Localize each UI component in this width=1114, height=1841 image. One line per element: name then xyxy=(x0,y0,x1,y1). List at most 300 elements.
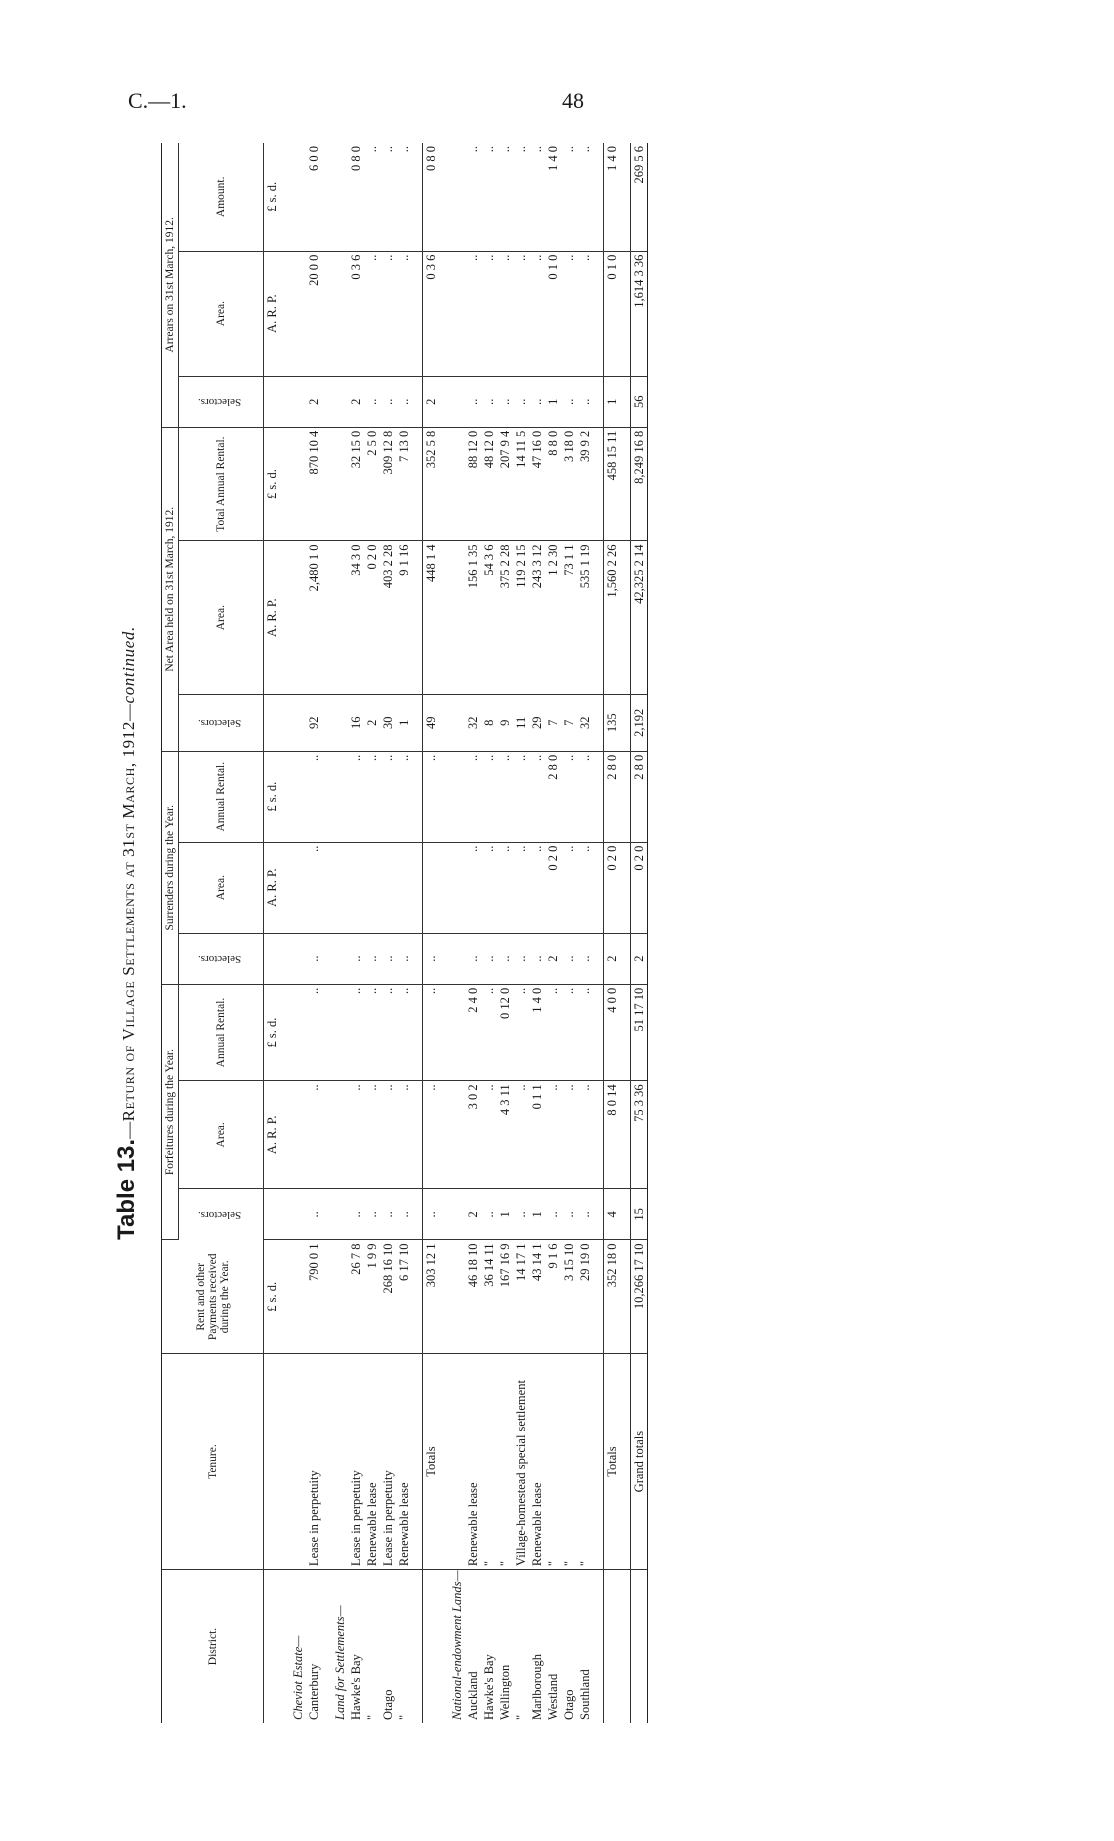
n-sel-cell: 32 xyxy=(465,694,481,751)
f-sel-cell: .. xyxy=(364,1189,380,1240)
table-number: Table 13. xyxy=(113,1138,140,1240)
rent-cell: 29 19 0 xyxy=(577,1240,593,1354)
unit-area: A. R. P. xyxy=(264,541,281,694)
rent-cell: 9 1 6 xyxy=(545,1240,561,1354)
f-sel-cell: 1 xyxy=(529,1189,545,1240)
rent-cell: 10,266 17 10 xyxy=(631,1240,648,1354)
district-cell: Otago xyxy=(562,1689,576,1720)
a-area-cell: 0 3 6 xyxy=(348,251,364,376)
s-rent-cell: .. xyxy=(513,751,529,842)
s-area-cell xyxy=(364,842,380,933)
f-rent-cell: .. xyxy=(481,984,497,1081)
n-rent-cell: 458 15 11 xyxy=(604,427,621,541)
f-sel-cell: 1 xyxy=(497,1189,513,1240)
a-sel-cell: .. xyxy=(396,376,412,427)
n-sel-cell: 135 xyxy=(604,694,621,751)
n-sel-cell: 8 xyxy=(481,694,497,751)
a-area-cell: .. xyxy=(364,251,380,376)
a-amt-cell: .. xyxy=(481,143,497,251)
f-rent-cell: .. xyxy=(348,984,364,1081)
n-rent-cell: 352 5 8 xyxy=(423,427,440,541)
a-area-cell: .. xyxy=(497,251,513,376)
table-caption: —Return of Village Settlements at 31st March, 1912— xyxy=(119,703,138,1139)
table-row xyxy=(481,143,497,1723)
a-sel-cell: .. xyxy=(465,376,481,427)
n-area-cell: 156 1 35 xyxy=(465,541,481,694)
f-area-cell: 4 3 11 xyxy=(497,1081,513,1189)
a-sel-cell: .. xyxy=(513,376,529,427)
tenure-cell: Lease in perpetuity xyxy=(306,1354,322,1570)
f-area-cell: 8 0 14 xyxy=(604,1081,621,1189)
rent-cell: 14 17 1 xyxy=(513,1240,529,1354)
n-area-cell: 42,325 2 14 xyxy=(631,541,648,694)
s-rent-cell: 2 8 0 xyxy=(631,751,648,842)
n-area-cell: 119 2 15 xyxy=(513,541,529,694)
s-rent-cell: .. xyxy=(306,751,322,842)
table-row xyxy=(545,143,561,1723)
n-rent-cell: 47 16 0 xyxy=(529,427,545,541)
tenure-cell: Renewable lease xyxy=(529,1354,545,1570)
n-area-cell: 403 2 28 xyxy=(380,541,396,694)
a-area-cell: .. xyxy=(561,251,577,376)
table-row xyxy=(577,143,593,1723)
s-sel-cell: 2 xyxy=(604,933,621,984)
col-a-amount: Amount. xyxy=(179,143,264,251)
col-forfeitures: Forfeitures during the Year. xyxy=(162,984,179,1240)
col-f-area: Area. xyxy=(179,1081,264,1189)
tenure-cell: Renewable lease xyxy=(364,1354,380,1570)
n-sel-cell: 29 xyxy=(529,694,545,751)
district-cell: Hawke's Bay xyxy=(482,1654,496,1720)
unit-area: A. R. P. xyxy=(264,251,281,376)
f-rent-cell: .. xyxy=(423,984,440,1081)
section-heading: Land for Settlements— xyxy=(333,1605,347,1720)
a-sel-cell: .. xyxy=(497,376,513,427)
a-amt-cell: 269 5 6 xyxy=(631,143,648,251)
tenure-cell: " xyxy=(577,1354,593,1570)
a-amt-cell: 6 0 0 xyxy=(306,143,322,251)
section-heading: National-endowment Lands— xyxy=(450,1570,464,1720)
f-sel-cell: .. xyxy=(513,1189,529,1240)
f-rent-cell: .. xyxy=(364,984,380,1081)
n-rent-cell: 14 11 5 xyxy=(513,427,529,541)
s-sel-cell: .. xyxy=(396,933,412,984)
spacer-row xyxy=(412,143,423,1723)
a-amt-cell: .. xyxy=(577,143,593,251)
s-sel-cell: .. xyxy=(561,933,577,984)
district-cell: Canterbury xyxy=(307,1663,321,1720)
s-sel-cell: .. xyxy=(465,933,481,984)
unit-money: £ s. d. xyxy=(264,427,281,541)
s-rent-cell: .. xyxy=(529,751,545,842)
table-row xyxy=(465,143,481,1723)
f-area-cell: .. xyxy=(481,1081,497,1189)
n-rent-cell: 8,249 16 8 xyxy=(631,427,648,541)
col-a-selectors: Selectors. xyxy=(179,376,264,427)
s-area-cell: .. xyxy=(465,842,481,933)
a-amt-cell: 1 4 0 xyxy=(545,143,561,251)
settlements-table xyxy=(161,143,648,1723)
f-sel-cell: .. xyxy=(380,1189,396,1240)
s-area-cell: .. xyxy=(481,842,497,933)
a-area-cell: .. xyxy=(380,251,396,376)
s-rent-cell: .. xyxy=(364,751,380,842)
col-surrenders: Surrenders during the Year. xyxy=(162,751,179,984)
s-area-cell xyxy=(423,842,440,933)
f-rent-cell: .. xyxy=(380,984,396,1081)
col-s-rental: Annual Rental. xyxy=(179,751,264,842)
n-rent-cell: 39 9 2 xyxy=(577,427,593,541)
district-cell: Wellington xyxy=(498,1664,512,1720)
a-sel-cell: .. xyxy=(364,376,380,427)
district-cell xyxy=(604,1570,621,1723)
s-sel-cell: .. xyxy=(497,933,513,984)
district-cell: Hawke's Bay xyxy=(349,1654,363,1720)
f-sel-cell: 4 xyxy=(604,1189,621,1240)
s-rent-cell: .. xyxy=(481,751,497,842)
f-area-cell: .. xyxy=(380,1081,396,1189)
f-sel-cell: .. xyxy=(561,1189,577,1240)
a-area-cell: .. xyxy=(529,251,545,376)
s-sel-cell: .. xyxy=(348,933,364,984)
table-row xyxy=(348,143,364,1723)
s-rent-cell: .. xyxy=(465,751,481,842)
header-row-1 xyxy=(162,143,179,1723)
col-f-rental: Annual Rental. xyxy=(179,984,264,1081)
a-amt-cell: 1 4 0 xyxy=(604,143,621,251)
table-body xyxy=(264,143,648,1723)
totals-row xyxy=(423,143,440,1723)
f-area-cell: 75 3 36 xyxy=(631,1081,648,1189)
f-sel-cell: .. xyxy=(396,1189,412,1240)
n-area-cell: 535 1 19 xyxy=(577,541,593,694)
f-rent-cell: .. xyxy=(561,984,577,1081)
table-row xyxy=(306,143,322,1723)
rent-cell: 26 7 8 xyxy=(348,1240,364,1354)
n-sel-cell: 7 xyxy=(545,694,561,751)
section-heading-row xyxy=(449,143,465,1723)
a-area-cell: .. xyxy=(396,251,412,376)
f-rent-cell: .. xyxy=(396,984,412,1081)
f-area-cell: .. xyxy=(348,1081,364,1189)
s-area-cell: .. xyxy=(497,842,513,933)
n-sel-cell: 2 xyxy=(364,694,380,751)
a-amt-cell: 0 8 0 xyxy=(348,143,364,251)
n-area-cell: 375 2 28 xyxy=(497,541,513,694)
page-number: 48 xyxy=(562,88,584,113)
s-rent-cell: .. xyxy=(561,751,577,842)
col-rent: Rent and other Payments received during the Year. xyxy=(162,1240,264,1354)
f-area-cell: .. xyxy=(364,1081,380,1189)
f-area-cell: .. xyxy=(396,1081,412,1189)
a-sel-cell: 2 xyxy=(306,376,322,427)
s-area-cell: .. xyxy=(529,842,545,933)
rent-cell: 790 0 1 xyxy=(306,1240,322,1354)
rent-cell: 167 16 9 xyxy=(497,1240,513,1354)
spacer-row xyxy=(280,143,290,1723)
s-sel-cell: 2 xyxy=(631,933,648,984)
s-area-cell: 0 2 0 xyxy=(604,842,621,933)
totals-label: Totals xyxy=(604,1354,621,1570)
rent-cell: 303 12 1 xyxy=(423,1240,440,1354)
a-amt-cell: .. xyxy=(513,143,529,251)
district-cell: Southland xyxy=(578,1669,592,1720)
rent-cell: 43 14 1 xyxy=(529,1240,545,1354)
f-rent-cell: 4 0 0 xyxy=(604,984,621,1081)
table-row xyxy=(529,143,545,1723)
grand-totals-row xyxy=(631,143,648,1723)
f-area-cell: .. xyxy=(561,1081,577,1189)
district-cell: " xyxy=(397,1714,411,1720)
col-s-selectors: Selectors. xyxy=(179,933,264,984)
section-heading-row xyxy=(332,143,348,1723)
tenure-cell: Lease in perpetuity xyxy=(348,1354,364,1570)
n-rent-cell: 32 15 0 xyxy=(348,427,364,541)
f-sel-cell: .. xyxy=(481,1189,497,1240)
f-rent-cell: .. xyxy=(306,984,322,1081)
f-rent-cell: .. xyxy=(513,984,529,1081)
col-tenure: Tenure. xyxy=(162,1354,264,1570)
f-area-cell: .. xyxy=(306,1081,322,1189)
f-area-cell: .. xyxy=(513,1081,529,1189)
tenure-cell: Lease in perpetuity xyxy=(380,1354,396,1570)
f-sel-cell: 2 xyxy=(465,1189,481,1240)
a-area-cell: 0 1 0 xyxy=(545,251,561,376)
n-sel-cell: 16 xyxy=(348,694,364,751)
n-area-cell: 2,480 1 0 xyxy=(306,541,322,694)
n-area-cell: 9 1 16 xyxy=(396,541,412,694)
s-area-cell: 0 2 0 xyxy=(545,842,561,933)
n-area-cell: 243 3 12 xyxy=(529,541,545,694)
section-heading-row xyxy=(290,143,306,1723)
unit-money: £ s. d. xyxy=(264,143,281,251)
section-heading: Cheviot Estate— xyxy=(291,1635,305,1720)
f-rent-cell: 2 4 0 xyxy=(465,984,481,1081)
a-area-cell: 20 0 0 xyxy=(306,251,322,376)
a-sel-cell: 56 xyxy=(631,376,648,427)
n-area-cell: 34 3 0 xyxy=(348,541,364,694)
n-sel-cell: 30 xyxy=(380,694,396,751)
n-sel-cell: 49 xyxy=(423,694,440,751)
s-sel-cell: .. xyxy=(380,933,396,984)
tenure-cell: Renewable lease xyxy=(396,1354,412,1570)
s-sel-cell: 2 xyxy=(545,933,561,984)
col-s-area: Area. xyxy=(179,842,264,933)
f-area-cell: 3 0 2 xyxy=(465,1081,481,1189)
f-rent-cell: 1 4 0 xyxy=(529,984,545,1081)
col-n-area: Area. xyxy=(179,541,264,694)
s-sel-cell: .. xyxy=(529,933,545,984)
n-area-cell: 448 1 4 xyxy=(423,541,440,694)
spacer-row xyxy=(593,143,604,1723)
table-title xyxy=(113,143,159,1723)
district-cell: Westland xyxy=(546,1673,560,1720)
s-area-cell xyxy=(348,842,364,933)
a-sel-cell: .. xyxy=(380,376,396,427)
a-sel-cell: 2 xyxy=(423,376,440,427)
f-rent-cell: 0 12 0 xyxy=(497,984,513,1081)
district-cell xyxy=(631,1570,648,1723)
a-sel-cell: 1 xyxy=(545,376,561,427)
n-sel-cell: 11 xyxy=(513,694,529,751)
f-sel-cell: 15 xyxy=(631,1189,648,1240)
n-rent-cell: 7 13 0 xyxy=(396,427,412,541)
f-area-cell: .. xyxy=(545,1081,561,1189)
n-rent-cell: 48 12 0 xyxy=(481,427,497,541)
tenure-cell: " xyxy=(481,1354,497,1570)
col-arrears: Arrears on 31st March, 1912. xyxy=(162,143,179,427)
table-continued: continued. xyxy=(119,626,138,704)
col-n-rental: Total Annual Rental. xyxy=(179,427,264,541)
grand-totals-label: Grand totals xyxy=(631,1354,648,1570)
page-code: C.—1. xyxy=(128,88,187,113)
n-sel-cell: 32 xyxy=(577,694,593,751)
f-area-cell: 0 1 1 xyxy=(529,1081,545,1189)
s-sel-cell: .. xyxy=(364,933,380,984)
units-row xyxy=(264,143,281,1723)
n-rent-cell: 3 18 0 xyxy=(561,427,577,541)
n-rent-cell: 88 12 0 xyxy=(465,427,481,541)
f-sel-cell: .. xyxy=(423,1189,440,1240)
s-area-cell: .. xyxy=(306,842,322,933)
table-row xyxy=(513,143,529,1723)
table-row xyxy=(497,143,513,1723)
totals-label: Totals xyxy=(423,1354,440,1570)
rent-cell: 352 18 0 xyxy=(604,1240,621,1354)
rent-cell: 36 14 11 xyxy=(481,1240,497,1354)
district-cell: Marlborough xyxy=(530,1654,544,1720)
f-area-cell: .. xyxy=(577,1081,593,1189)
a-sel-cell: 1 xyxy=(604,376,621,427)
s-area-cell: 0 2 0 xyxy=(631,842,648,933)
rent-cell: 3 15 10 xyxy=(561,1240,577,1354)
s-rent-cell: .. xyxy=(577,751,593,842)
s-sel-cell: .. xyxy=(306,933,322,984)
a-area-cell: 1,614 3 36 xyxy=(631,251,648,376)
n-sel-cell: 92 xyxy=(306,694,322,751)
a-amt-cell: .. xyxy=(465,143,481,251)
col-a-area: Area. xyxy=(179,251,264,376)
tenure-cell: " xyxy=(561,1354,577,1570)
a-amt-cell: 0 8 0 xyxy=(423,143,440,251)
district-cell: Otago xyxy=(381,1689,395,1720)
tenure-cell: Village-homestead special settlement xyxy=(513,1354,529,1570)
a-sel-cell: 2 xyxy=(348,376,364,427)
a-sel-cell: .. xyxy=(577,376,593,427)
unit-money: £ s. d. xyxy=(264,984,281,1081)
table-row xyxy=(396,143,412,1723)
a-area-cell: .. xyxy=(465,251,481,376)
a-amt-cell: .. xyxy=(364,143,380,251)
col-district: District. xyxy=(162,1570,264,1723)
totals-row xyxy=(604,143,621,1723)
f-sel-cell: .. xyxy=(306,1189,322,1240)
spacer-row xyxy=(620,143,631,1723)
n-rent-cell: 870 10 4 xyxy=(306,427,322,541)
district-cell: " xyxy=(514,1714,528,1720)
s-area-cell: .. xyxy=(561,842,577,933)
s-rent-cell: .. xyxy=(423,751,440,842)
spacer-row xyxy=(439,143,449,1723)
rent-cell: 46 18 10 xyxy=(465,1240,481,1354)
n-rent-cell: 8 8 0 xyxy=(545,427,561,541)
spacer-row xyxy=(322,143,332,1723)
n-sel-cell: 2,192 xyxy=(631,694,648,751)
s-area-cell: .. xyxy=(513,842,529,933)
f-sel-cell: .. xyxy=(577,1189,593,1240)
district-cell xyxy=(423,1570,440,1723)
a-area-cell: .. xyxy=(577,251,593,376)
tenure-cell: " xyxy=(545,1354,561,1570)
unit-money: £ s. d. xyxy=(264,751,281,842)
a-area-cell: .. xyxy=(513,251,529,376)
s-sel-cell: .. xyxy=(423,933,440,984)
col-n-selectors: Selectors. xyxy=(179,694,264,751)
n-area-cell: 0 2 0 xyxy=(364,541,380,694)
s-sel-cell: .. xyxy=(513,933,529,984)
s-rent-cell: .. xyxy=(396,751,412,842)
s-area-cell xyxy=(396,842,412,933)
district-cell: " xyxy=(365,1714,379,1720)
n-rent-cell: 309 12 8 xyxy=(380,427,396,541)
rotated-table-block xyxy=(113,143,743,1723)
a-sel-cell: .. xyxy=(529,376,545,427)
n-area-cell: 1,560 2 26 xyxy=(604,541,621,694)
a-area-cell: 0 3 6 xyxy=(423,251,440,376)
f-rent-cell: 51 17 10 xyxy=(631,984,648,1081)
rent-cell: 6 17 10 xyxy=(396,1240,412,1354)
district-cell: Auckland xyxy=(466,1671,480,1720)
a-amt-cell: .. xyxy=(497,143,513,251)
table-row xyxy=(364,143,380,1723)
a-area-cell: .. xyxy=(481,251,497,376)
a-sel-cell: .. xyxy=(481,376,497,427)
s-area-cell: .. xyxy=(577,842,593,933)
f-rent-cell: .. xyxy=(545,984,561,1081)
f-area-cell: .. xyxy=(423,1081,440,1189)
n-sel-cell: 7 xyxy=(561,694,577,751)
a-area-cell: 0 1 0 xyxy=(604,251,621,376)
a-amt-cell: .. xyxy=(529,143,545,251)
unit-money: £ s. d. xyxy=(264,1240,281,1354)
s-rent-cell: .. xyxy=(497,751,513,842)
table-row xyxy=(380,143,396,1723)
s-sel-cell: .. xyxy=(481,933,497,984)
n-area-cell: 54 3 6 xyxy=(481,541,497,694)
f-sel-cell: .. xyxy=(348,1189,364,1240)
s-area-cell xyxy=(380,842,396,933)
n-sel-cell: 1 xyxy=(396,694,412,751)
n-sel-cell: 9 xyxy=(497,694,513,751)
f-sel-cell: .. xyxy=(545,1189,561,1240)
tenure-cell: " xyxy=(497,1354,513,1570)
unit-area: A. R. P. xyxy=(264,842,281,933)
n-area-cell: 1 2 30 xyxy=(545,541,561,694)
table-row xyxy=(561,143,577,1723)
n-rent-cell: 207 9 4 xyxy=(497,427,513,541)
tenure-cell: Renewable lease xyxy=(465,1354,481,1570)
a-amt-cell: .. xyxy=(561,143,577,251)
f-rent-cell: .. xyxy=(577,984,593,1081)
rent-cell: 268 16 10 xyxy=(380,1240,396,1354)
a-amt-cell: .. xyxy=(380,143,396,251)
a-sel-cell: .. xyxy=(561,376,577,427)
col-f-selectors: Selectors. xyxy=(179,1189,264,1240)
col-net: Net Area held on 31st March, 1912. xyxy=(162,427,179,751)
s-sel-cell: .. xyxy=(577,933,593,984)
n-rent-cell: 2 5 0 xyxy=(364,427,380,541)
s-rent-cell: .. xyxy=(348,751,364,842)
